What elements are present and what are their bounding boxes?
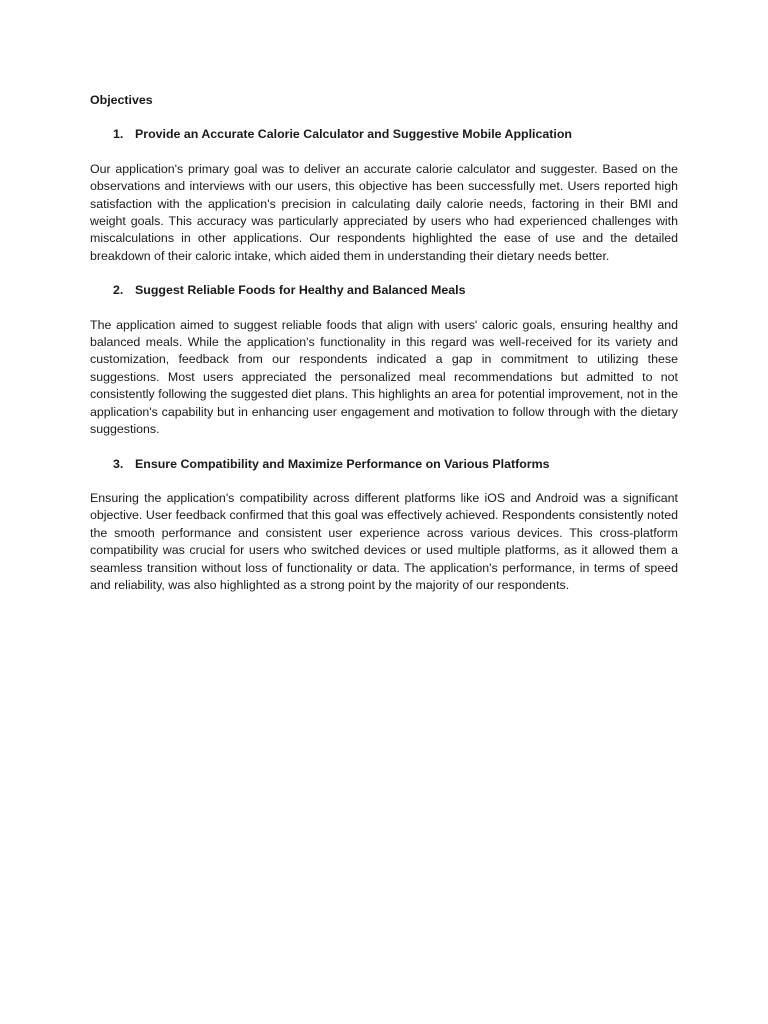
section-2-number: 2.	[113, 283, 124, 298]
section-3-title-text: Ensure Compatibility and Maximize Performance on Various Platforms	[135, 456, 550, 471]
document-heading: Objectives	[90, 93, 153, 107]
document-page	[90, 92, 678, 611]
section-2-body: The application aimed to suggest reliable foods that align with users' caloric goals, ensuring healthy and balanced meals. While the application's functionality in this regard was well-received for its variety and customization, feedback from our respondents indicated a gap in commitment to utilizing these suggestions. Most users appreciated the personalized meal recommendations but admitted to not consistently following the suggested diet plans. This highlights an area for potential improvement, not in the application's capability but in enhancing user engagement and motivation to follow through with the dietary suggestions.	[90, 317, 678, 437]
section-3-title	[90, 456, 678, 473]
section-1-body: Our application's primary goal was to deliver an accurate calorie calculator and suggester. Based on the observations and interviews with our users, this objective has been successfully met. Users reported high satisfaction with the application's precision in calculating daily calorie needs, factoring in their BMI and weight goals. This accuracy was particularly appreciated by users who had experienced challenges with miscalculations in other applications. Our respondents highlighted the ease of use and the detailed breakdown of their caloric intake, which aided them in understanding their dietary needs better.	[90, 161, 678, 263]
section-1-number: 1.	[113, 127, 124, 142]
section-2-title-text: Suggest Reliable Foods for Healthy and Balanced Meals	[135, 283, 466, 298]
section-1-title	[90, 126, 678, 143]
section-1-title-text: Provide an Accurate Calorie Calculator and Suggestive Mobile Application	[135, 127, 572, 142]
section-3-number: 3.	[113, 456, 124, 471]
section-3-body: Ensuring the application's compatibility across different platforms like iOS and Android was a significant objective. User feedback confirmed that this goal was effectively achieved. Respondents consistently noted the smooth performance and consistent user experience across various devices. This cross-platform compatibility was crucial for users who switched devices or used multiple platforms, as it allowed them a seamless transition without loss of functionality or data. The application's performance, in terms of speed and reliability, was also highlighted as a strong point by the majority of our respondents.	[90, 490, 678, 592]
section-2-title	[90, 282, 678, 299]
